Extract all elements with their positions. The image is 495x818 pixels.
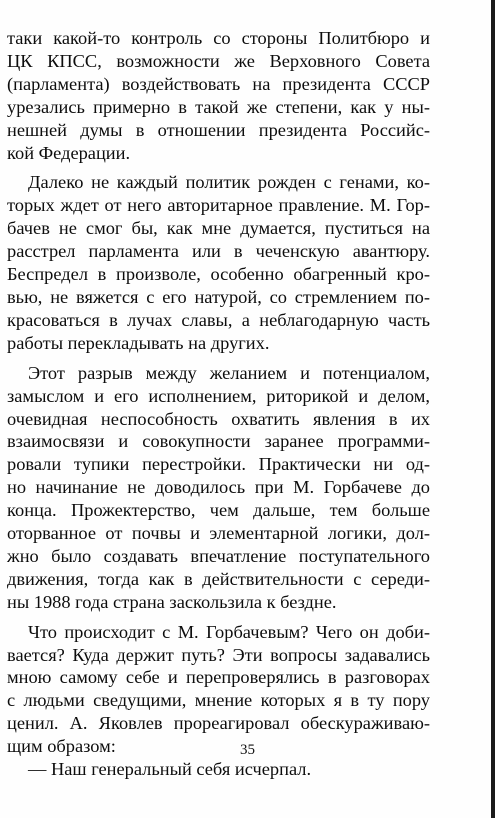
text-line: урезались примерно в такой же степени, как у ны- — [7, 96, 430, 117]
text-line: Далеко не каждый политик рожден с генами, ко- — [28, 172, 430, 193]
text-line: замыслом и его исполнением, риторикой и делом, — [7, 385, 430, 406]
text-line: бачев не смог бы, как мне думается, пуститься на — [7, 218, 430, 239]
text-line: Беспредел в произволе, особенно обагренный кро- — [7, 264, 430, 285]
text-line: (парламента) воздействовать на президента СССР — [7, 73, 430, 94]
text-line: нешней думы в отношении президента Российс- — [7, 119, 430, 140]
text-line: ровали тупики перестройки. Практически ни од- — [7, 454, 430, 475]
text-line: таки какой-то контроль со стороны Политбюро и — [7, 28, 430, 48]
paragraph-2 — [7, 171, 430, 354]
text-line: оторванное от почвы и элементарной логики, дол- — [7, 523, 430, 544]
paragraph-1 — [7, 27, 430, 164]
text-line: конца. Прожектерство, чем дальше, тем больше — [7, 500, 430, 521]
paragraph-3 — [7, 362, 430, 614]
text-line: расстрел парламента или в чеченскую авантюру. — [7, 241, 430, 262]
text-line: вается? Куда держит путь? Эти вопросы задавались — [7, 644, 430, 665]
body-text — [7, 27, 430, 781]
text-line: с людьми сведущими, мнение которых я в ту пору — [7, 690, 430, 711]
text-line: кой Федерации. — [7, 142, 131, 163]
text-line: — Наш генеральный себя исчерпал. — [28, 759, 312, 780]
text-line: ЦК КПСС, возможности же Верховного Совета — [7, 50, 430, 71]
paragraph-5 — [7, 758, 430, 781]
page-number: 35 — [240, 742, 255, 758]
text-line: Этот разрыв между желанием и потенциалом, — [28, 362, 430, 383]
page-edge-shadow — [491, 0, 495, 818]
text-line: щим образом: — [7, 736, 116, 757]
text-line: очевидная неспособность охватить явления в их — [7, 408, 430, 429]
text-line: красоваться в лучах славы, а неблагодарную часть — [7, 309, 430, 330]
text-line: мною самому себе и перепроверялись в разговорах — [7, 667, 430, 688]
text-line: ны 1988 года страна заскользила к бездне. — [7, 591, 337, 612]
text-line: вью, не вяжется с его натурой, со стремлением по- — [7, 286, 430, 307]
text-line: работы перекладывать на других. — [7, 332, 270, 353]
text-line: Что происходит с М. Горбачевым? Чего он доби- — [28, 621, 430, 642]
text-line: жно было создавать впечатление поступательного — [7, 545, 430, 566]
text-line: торых ждет от него авторитарное правление. М. Гор- — [7, 195, 430, 216]
text-line: взаимосвязи и совокупности заранее программи- — [7, 431, 430, 452]
text-line: но начинание не доводилось при М. Горбачеве до — [7, 477, 430, 498]
paragraph-4 — [7, 621, 430, 758]
text-line: движения, тогда как в действительности с середи- — [7, 568, 430, 589]
text-line: ценил. А. Яковлев прореагировал обескураживаю- — [7, 713, 430, 734]
